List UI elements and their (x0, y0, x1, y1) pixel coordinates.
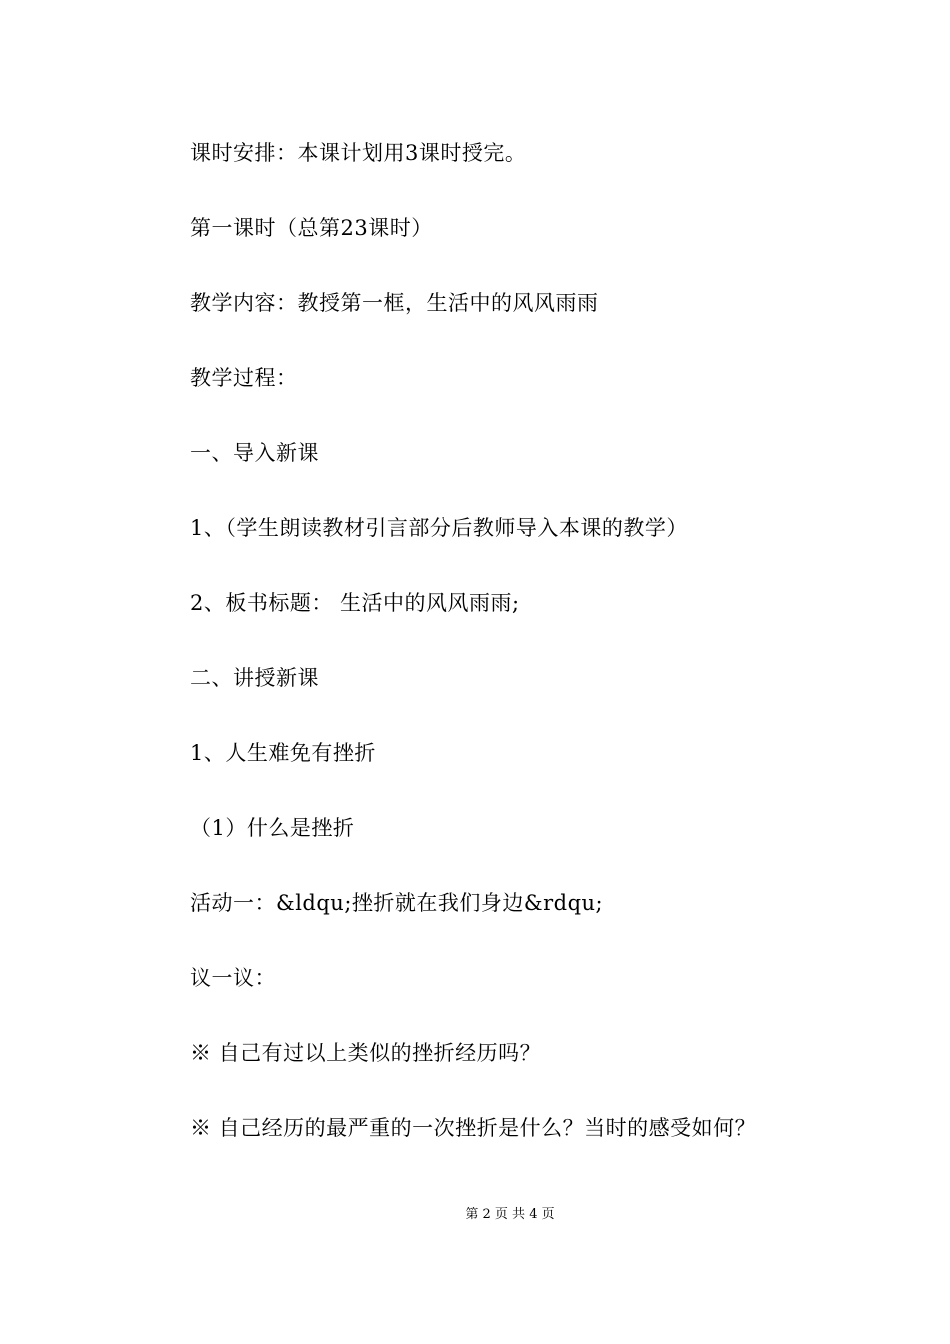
text-line-process: 教学过程： (190, 366, 298, 390)
text-line-item-1: 1、（学生朗读教材引言部分后教师导入本课的教学） (190, 516, 688, 540)
text-line-lesson-title: 第一课时（总第23课时） (190, 216, 433, 240)
page-footer: 第 2 页 共 4 页 (465, 1207, 555, 1222)
text-line-subitem-1: （1）什么是挫折 (190, 816, 355, 840)
text-line-subsection-1: 1、人生难免有挫折 (190, 741, 376, 765)
text-line-activity-1: 活动一：&ldqu;挫折就在我们身边&rdqu; (190, 891, 604, 915)
text-line-question-1: ※ 自己有过以上类似的挫折经历吗？ (190, 1041, 542, 1065)
text-line-schedule: 课时安排：本课计划用3课时授完。 (190, 141, 527, 165)
text-line-section-1: 一、导入新课 (190, 441, 319, 465)
text-line-question-2: ※ 自己经历的最严重的一次挫折是什么？当时的感受如何？ (190, 1116, 757, 1140)
text-line-item-2: 2、板书标题： 生活中的风风雨雨; (190, 591, 520, 615)
text-line-content: 教学内容：教授第一框，生活中的风风雨雨 (190, 291, 599, 315)
text-line-discussion: 议一议： (190, 966, 276, 990)
text-line-section-2: 二、讲授新课 (190, 666, 319, 690)
